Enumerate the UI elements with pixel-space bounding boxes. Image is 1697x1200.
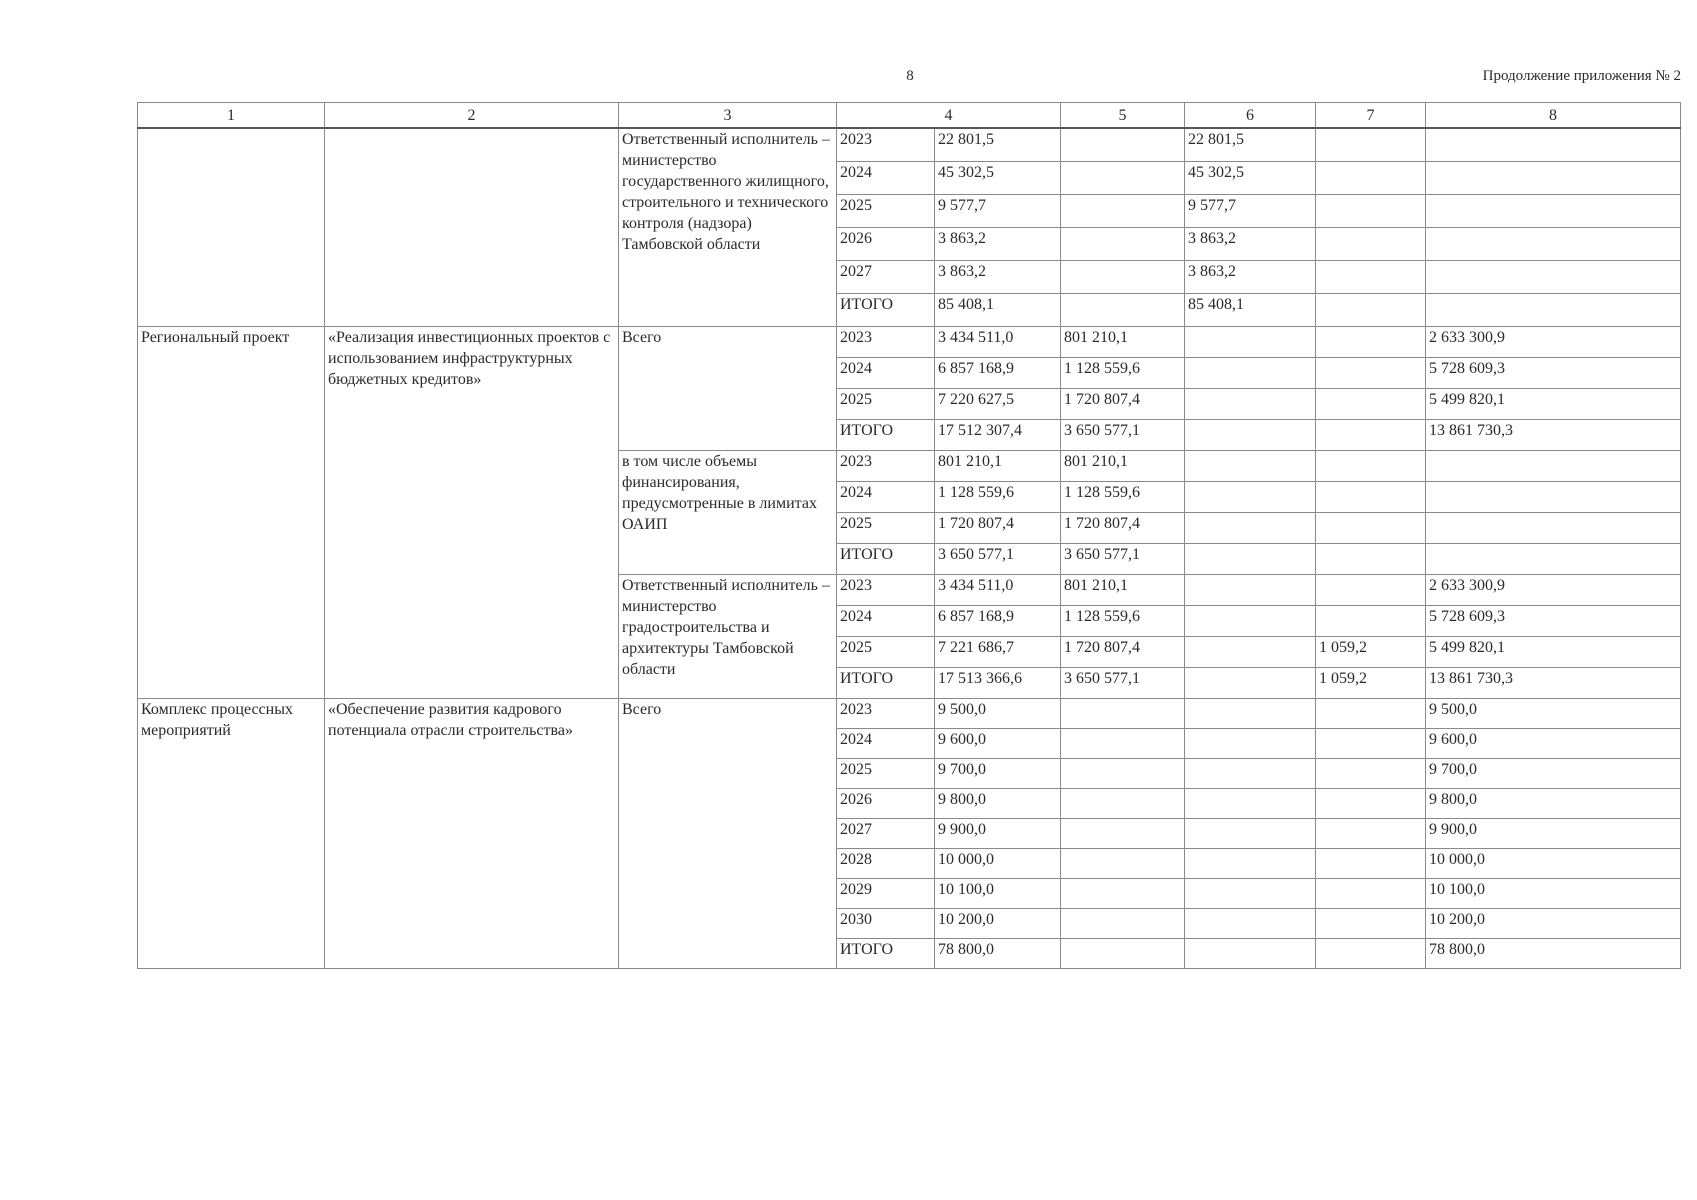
col8-amount-cell: 5 499 820,1 <box>1426 637 1681 668</box>
table-row <box>138 327 1681 358</box>
total-amount-cell: 3 650 577,1 <box>935 544 1061 575</box>
funding-source-cell: Ответственный исполнитель – министерство государственного жилищного, строительного и технического контроля (надзора) Тамбовской области <box>619 128 837 327</box>
col6-amount-cell <box>1185 420 1316 451</box>
col6-amount-cell <box>1185 819 1316 849</box>
col5-amount-cell <box>1061 759 1185 789</box>
col8-amount-cell <box>1426 228 1681 261</box>
col7-amount-cell: 1 059,2 <box>1316 668 1426 699</box>
total-amount-cell: 9 500,0 <box>935 699 1061 729</box>
col8-amount-cell: 78 800,0 <box>1426 939 1681 969</box>
year-cell: ИТОГО <box>837 668 935 699</box>
col5-amount-cell <box>1061 789 1185 819</box>
col8-amount-cell <box>1426 513 1681 544</box>
funding-source-cell: Ответственный исполнитель – министерство градостроительства и архитектуры Тамбовской области <box>619 575 837 699</box>
year-cell: 2023 <box>837 699 935 729</box>
year-cell: ИТОГО <box>837 420 935 451</box>
year-cell: 2023 <box>837 128 935 162</box>
col6-amount-cell <box>1185 668 1316 699</box>
col6-amount-cell <box>1185 544 1316 575</box>
column-number-row <box>138 103 1681 129</box>
year-cell: 2030 <box>837 909 935 939</box>
col8-amount-cell <box>1426 451 1681 482</box>
col6-amount-cell <box>1185 939 1316 969</box>
section-title-cell: «Обеспечение развития кадрового потенциала отрасли строительства» <box>325 699 619 969</box>
page-number: 8 <box>906 68 914 84</box>
col7-amount-cell <box>1316 420 1426 451</box>
col7-amount-cell <box>1316 128 1426 162</box>
col8-amount-cell <box>1426 162 1681 195</box>
total-amount-cell: 17 512 307,4 <box>935 420 1061 451</box>
col6-amount-cell <box>1185 909 1316 939</box>
year-cell: ИТОГО <box>837 294 935 327</box>
col8-amount-cell <box>1426 294 1681 327</box>
total-amount-cell: 78 800,0 <box>935 939 1061 969</box>
col7-amount-cell <box>1316 389 1426 420</box>
col5-amount-cell: 3 650 577,1 <box>1061 544 1185 575</box>
year-cell: 2024 <box>837 729 935 759</box>
col5-amount-cell: 1 128 559,6 <box>1061 606 1185 637</box>
col8-amount-cell: 5 728 609,3 <box>1426 358 1681 389</box>
year-cell: ИТОГО <box>837 939 935 969</box>
year-cell: 2025 <box>837 637 935 668</box>
col5-amount-cell: 1 720 807,4 <box>1061 637 1185 668</box>
col7-amount-cell <box>1316 606 1426 637</box>
col5-amount-cell <box>1061 228 1185 261</box>
col5-amount-cell: 3 650 577,1 <box>1061 668 1185 699</box>
col6-amount-cell <box>1185 327 1316 358</box>
col6-amount-cell <box>1185 849 1316 879</box>
year-cell: 2023 <box>837 575 935 606</box>
col5-amount-cell <box>1061 261 1185 294</box>
col6-amount-cell <box>1185 451 1316 482</box>
col6-amount-cell <box>1185 759 1316 789</box>
col7-amount-cell <box>1316 294 1426 327</box>
table-body <box>138 128 1681 969</box>
col6-amount-cell <box>1185 637 1316 668</box>
col5-amount-cell <box>1061 128 1185 162</box>
col8-amount-cell: 13 861 730,3 <box>1426 420 1681 451</box>
section-type-cell: Региональный проект <box>138 327 325 699</box>
col7-amount-cell <box>1316 261 1426 294</box>
funding-source-cell: Всего <box>619 699 837 969</box>
section-type-cell <box>138 128 325 327</box>
col7-amount-cell <box>1316 699 1426 729</box>
column-header: 8 <box>1426 103 1681 129</box>
total-amount-cell: 45 302,5 <box>935 162 1061 195</box>
col5-amount-cell: 1 720 807,4 <box>1061 513 1185 544</box>
financing-table <box>137 102 1681 969</box>
col7-amount-cell: 1 059,2 <box>1316 637 1426 668</box>
col7-amount-cell <box>1316 162 1426 195</box>
col7-amount-cell <box>1316 358 1426 389</box>
col5-amount-cell: 1 128 559,6 <box>1061 482 1185 513</box>
total-amount-cell: 7 221 686,7 <box>935 637 1061 668</box>
total-amount-cell: 22 801,5 <box>935 128 1061 162</box>
col5-amount-cell: 801 210,1 <box>1061 451 1185 482</box>
year-cell: 2027 <box>837 261 935 294</box>
total-amount-cell: 9 900,0 <box>935 819 1061 849</box>
col8-amount-cell: 10 000,0 <box>1426 849 1681 879</box>
col8-amount-cell: 9 900,0 <box>1426 819 1681 849</box>
section-title-cell: «Реализация инвестиционных проектов с использованием инфраструктурных бюджетных кредитов» <box>325 327 619 699</box>
col8-amount-cell <box>1426 128 1681 162</box>
total-amount-cell: 10 000,0 <box>935 849 1061 879</box>
year-cell: 2023 <box>837 451 935 482</box>
year-cell: 2026 <box>837 228 935 261</box>
table-row <box>138 699 1681 729</box>
col8-amount-cell: 5 728 609,3 <box>1426 606 1681 637</box>
col5-amount-cell <box>1061 819 1185 849</box>
col7-amount-cell <box>1316 228 1426 261</box>
col6-amount-cell <box>1185 389 1316 420</box>
column-header: 7 <box>1316 103 1426 129</box>
year-cell: 2025 <box>837 389 935 420</box>
total-amount-cell: 9 800,0 <box>935 789 1061 819</box>
section-type-cell: Комплекс процессных мероприятий <box>138 699 325 969</box>
col6-amount-cell: 85 408,1 <box>1185 294 1316 327</box>
year-cell: ИТОГО <box>837 544 935 575</box>
col6-amount-cell: 9 577,7 <box>1185 195 1316 228</box>
col5-amount-cell <box>1061 849 1185 879</box>
col8-amount-cell <box>1426 195 1681 228</box>
year-cell: 2025 <box>837 195 935 228</box>
col8-amount-cell: 10 200,0 <box>1426 909 1681 939</box>
year-cell: 2023 <box>837 327 935 358</box>
year-cell: 2027 <box>837 819 935 849</box>
col5-amount-cell: 1 128 559,6 <box>1061 358 1185 389</box>
col8-amount-cell: 9 600,0 <box>1426 729 1681 759</box>
col5-amount-cell <box>1061 294 1185 327</box>
total-amount-cell: 9 700,0 <box>935 759 1061 789</box>
col7-amount-cell <box>1316 789 1426 819</box>
col6-amount-cell <box>1185 575 1316 606</box>
year-cell: 2028 <box>837 849 935 879</box>
col5-amount-cell: 801 210,1 <box>1061 575 1185 606</box>
col8-amount-cell: 13 861 730,3 <box>1426 668 1681 699</box>
col6-amount-cell <box>1185 879 1316 909</box>
year-cell: 2024 <box>837 606 935 637</box>
col7-amount-cell <box>1316 513 1426 544</box>
year-cell: 2025 <box>837 759 935 789</box>
total-amount-cell: 3 863,2 <box>935 228 1061 261</box>
appendix-note: Продолжение приложения № 2 <box>1482 68 1681 84</box>
total-amount-cell: 3 434 511,0 <box>935 327 1061 358</box>
total-amount-cell: 1 720 807,4 <box>935 513 1061 544</box>
col7-amount-cell <box>1316 195 1426 228</box>
total-amount-cell: 801 210,1 <box>935 451 1061 482</box>
col8-amount-cell: 2 633 300,9 <box>1426 575 1681 606</box>
total-amount-cell: 3 863,2 <box>935 261 1061 294</box>
col7-amount-cell <box>1316 939 1426 969</box>
col5-amount-cell <box>1061 729 1185 759</box>
column-header: 3 <box>619 103 837 129</box>
col7-amount-cell <box>1316 482 1426 513</box>
total-amount-cell: 85 408,1 <box>935 294 1061 327</box>
col6-amount-cell <box>1185 358 1316 389</box>
total-amount-cell: 6 857 168,9 <box>935 358 1061 389</box>
col5-amount-cell: 3 650 577,1 <box>1061 420 1185 451</box>
col6-amount-cell: 45 302,5 <box>1185 162 1316 195</box>
col5-amount-cell <box>1061 162 1185 195</box>
col7-amount-cell <box>1316 327 1426 358</box>
total-amount-cell: 10 200,0 <box>935 909 1061 939</box>
col8-amount-cell: 10 100,0 <box>1426 879 1681 909</box>
col8-amount-cell <box>1426 482 1681 513</box>
col7-amount-cell <box>1316 544 1426 575</box>
col8-amount-cell <box>1426 544 1681 575</box>
total-amount-cell: 9 577,7 <box>935 195 1061 228</box>
total-amount-cell: 6 857 168,9 <box>935 606 1061 637</box>
col8-amount-cell <box>1426 261 1681 294</box>
col8-amount-cell: 9 800,0 <box>1426 789 1681 819</box>
year-cell: 2029 <box>837 879 935 909</box>
col8-amount-cell: 9 700,0 <box>1426 759 1681 789</box>
col5-amount-cell <box>1061 879 1185 909</box>
col6-amount-cell <box>1185 482 1316 513</box>
table-row <box>138 128 1681 162</box>
col7-amount-cell <box>1316 729 1426 759</box>
col6-amount-cell: 3 863,2 <box>1185 228 1316 261</box>
col7-amount-cell <box>1316 759 1426 789</box>
col5-amount-cell <box>1061 939 1185 969</box>
funding-source-cell: Всего <box>619 327 837 451</box>
total-amount-cell: 17 513 366,6 <box>935 668 1061 699</box>
col6-amount-cell <box>1185 513 1316 544</box>
col6-amount-cell <box>1185 729 1316 759</box>
col6-amount-cell: 22 801,5 <box>1185 128 1316 162</box>
col6-amount-cell <box>1185 606 1316 637</box>
col6-amount-cell <box>1185 699 1316 729</box>
col8-amount-cell: 5 499 820,1 <box>1426 389 1681 420</box>
total-amount-cell: 10 100,0 <box>935 879 1061 909</box>
year-cell: 2026 <box>837 789 935 819</box>
total-amount-cell: 3 434 511,0 <box>935 575 1061 606</box>
year-cell: 2024 <box>837 162 935 195</box>
col5-amount-cell <box>1061 699 1185 729</box>
year-cell: 2024 <box>837 482 935 513</box>
column-header: 6 <box>1185 103 1316 129</box>
column-header: 2 <box>325 103 619 129</box>
total-amount-cell: 1 128 559,6 <box>935 482 1061 513</box>
col7-amount-cell <box>1316 849 1426 879</box>
col5-amount-cell: 1 720 807,4 <box>1061 389 1185 420</box>
col6-amount-cell: 3 863,2 <box>1185 261 1316 294</box>
col7-amount-cell <box>1316 909 1426 939</box>
column-header: 4 <box>837 103 1061 129</box>
col8-amount-cell: 2 633 300,9 <box>1426 327 1681 358</box>
col7-amount-cell <box>1316 575 1426 606</box>
col6-amount-cell <box>1185 789 1316 819</box>
total-amount-cell: 7 220 627,5 <box>935 389 1061 420</box>
col7-amount-cell <box>1316 879 1426 909</box>
col8-amount-cell: 9 500,0 <box>1426 699 1681 729</box>
section-title-cell <box>325 128 619 327</box>
col5-amount-cell <box>1061 909 1185 939</box>
column-header: 5 <box>1061 103 1185 129</box>
year-cell: 2025 <box>837 513 935 544</box>
funding-source-cell: в том числе объемы финансирования, предусмотренные в лимитах ОАИП <box>619 451 837 575</box>
column-header: 1 <box>138 103 325 129</box>
col5-amount-cell <box>1061 195 1185 228</box>
col7-amount-cell <box>1316 451 1426 482</box>
year-cell: 2024 <box>837 358 935 389</box>
total-amount-cell: 9 600,0 <box>935 729 1061 759</box>
col7-amount-cell <box>1316 819 1426 849</box>
col5-amount-cell: 801 210,1 <box>1061 327 1185 358</box>
